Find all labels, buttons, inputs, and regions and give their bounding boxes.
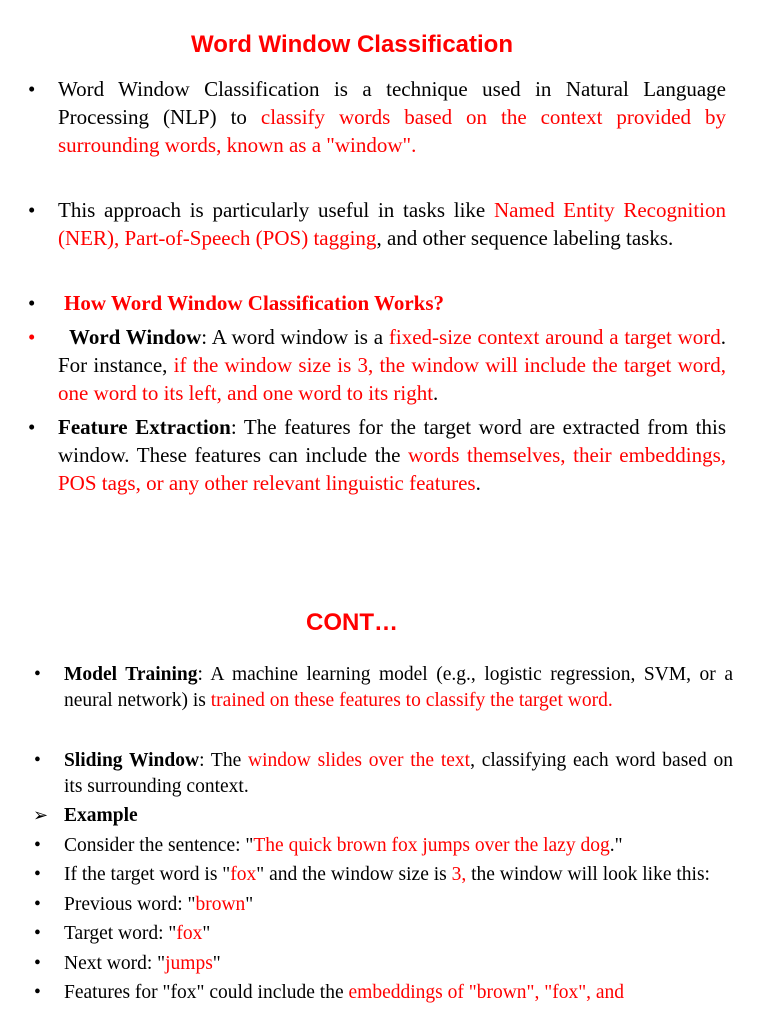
list-item: • Next word: "jumps" <box>0 951 733 977</box>
bullet: • <box>34 834 41 856</box>
bullet: • <box>28 415 36 439</box>
list-item: • Model Training: A machine learning model (e.g., logistic regression, SVM, or a neural network) is trained on these features to classify the target word. <box>34 664 733 711</box>
bullet: • <box>34 750 41 771</box>
bullet: • <box>28 325 36 349</box>
bullet: • <box>28 198 36 222</box>
bullet: • <box>28 77 36 101</box>
bullet: • <box>34 952 41 974</box>
list-item-heading: • How Word Window Classification Works? <box>28 291 445 315</box>
list-item: • Target word: "fox" <box>0 921 733 947</box>
list-item: • Previous word: "brown" <box>0 892 733 918</box>
section-title: CONT… <box>306 609 398 636</box>
list-item: • Word Window: A word window is a fixed-size context around a target word. For instance, if the window size is 3, the window will include the target word, one word to its left, and one word to its right. <box>28 325 727 405</box>
bullet: • <box>28 291 36 315</box>
list-item: • Word Window Classification is a technique used in Natural Language Processing (NLP) to classify words based on the context provided by surrounding words, known as a "window". <box>28 77 726 157</box>
list-item: • Consider the sentence: "The quick brown fox jumps over the lazy dog." <box>0 833 733 859</box>
list-item: • Features for "fox" could include the embeddings of "brown", "fox", and <box>0 980 733 1006</box>
list-item: • If the target word is "fox" and the window size is 3, the window will look like this: <box>0 862 733 888</box>
list-item: • Sliding Window: The window slides over the text, classifying each word based on its surrounding context. <box>34 750 733 797</box>
bullet: • <box>34 982 41 1003</box>
bullet: • <box>34 923 41 944</box>
section-word-window <box>0 75 768 497</box>
section-cont <box>0 662 768 1006</box>
list-item-example: ➢ Example <box>0 803 733 829</box>
bullet: • <box>34 893 41 915</box>
arrow-bullet-icon: ➢ <box>33 805 49 825</box>
page-title: Word Window Classification <box>190 31 514 58</box>
bullet: • <box>34 864 41 885</box>
list-item: • This approach is particularly useful in tasks like Named Entity Recognition (NER), Part-of-Speech (POS) tagging, and other sequence labeling tasks. <box>28 198 727 250</box>
list-item: • Feature Extraction: The features for the target word are extracted from this window. These features can include the words themselves, their embeddings, POS tags, or any other relevant linguistic features. <box>28 415 726 495</box>
bullet: • <box>34 664 41 685</box>
